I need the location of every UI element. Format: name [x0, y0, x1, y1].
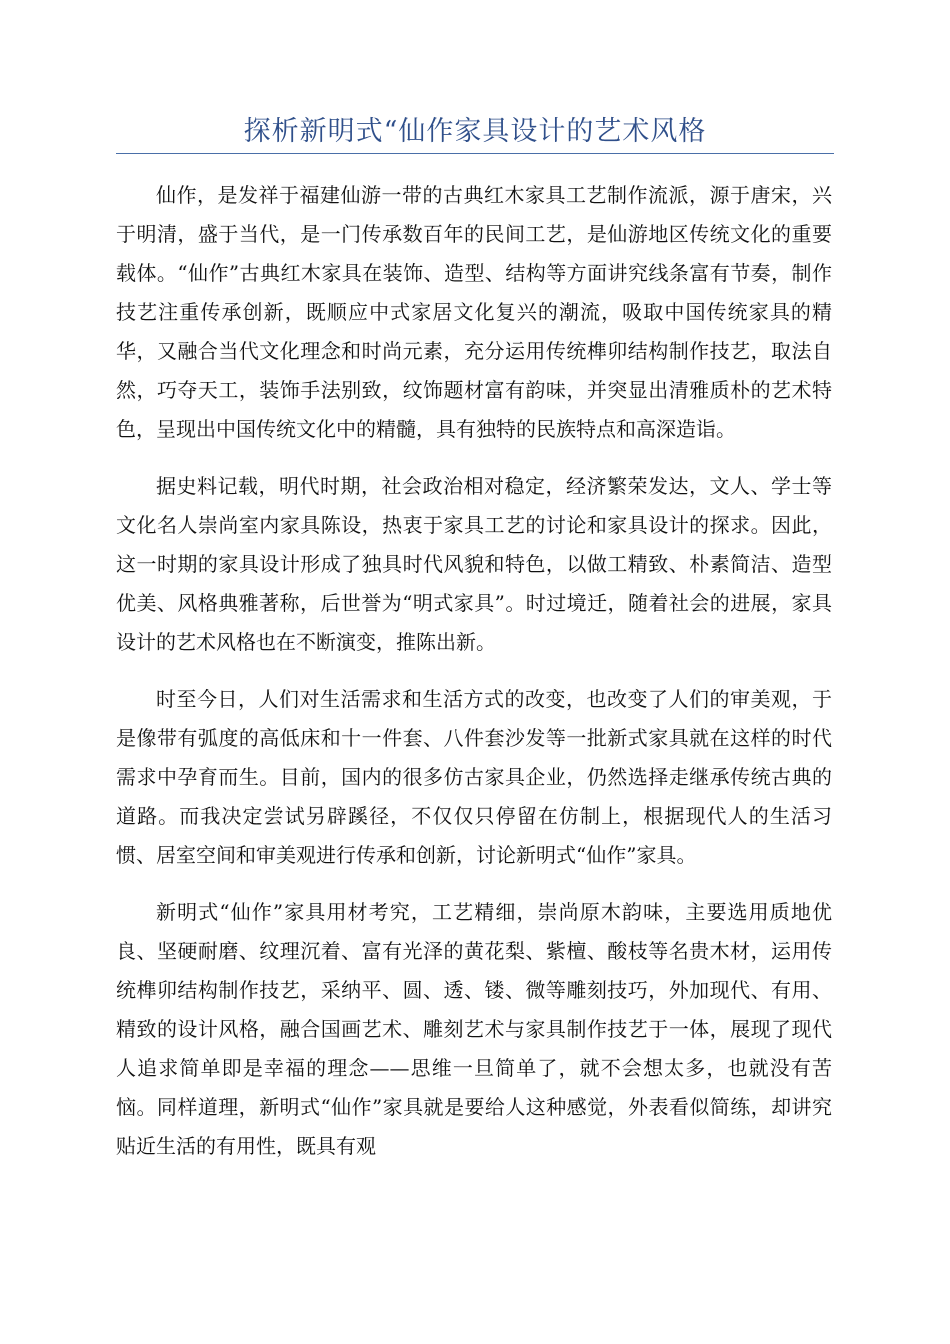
- document-body: [116, 176, 832, 1184]
- paragraph-4: 新明式“仙作”家具用材考究，工艺精细，崇尚原木韵味，主要选用质地优良、坚硬耐磨、纹理沉着、富有光泽的黄花梨、紫檀、酸枝等名贵木材，运用传统榫卯结构制作技艺，采纳平、圆、透、镂、微等雕刻技巧，外加现代、有用、精致的设计风格，融合国画艺术、雕刻艺术与家具制作技艺于一体，展现了现代人追求简单即是幸福的理念——思维一旦简单了，就不会想太多，也就没有苦恼。同样道理，新明式“仙作”家具就是要给人这种感觉，外表看似简练，却讲究贴近生活的有用性，既具有观: [116, 900, 832, 1158]
- document-title: 探析新明式“仙作家具设计的艺术风格: [243, 116, 707, 147]
- paragraph-3: 时至今日，人们对生活需求和生活方式的改变，也改变了人们的审美观，于是像带有弧度的高低床和十一件套、八件套沙发等一批新式家具就在这样的时代需求中孕育而生。目前，国内的很多仿古家具企业，仍然选择走继承传统古典的道路。而我决定尝试另辟蹊径，不仅仅只停留在仿制上，根据现代人的生活习惯、居室空间和审美观进行传承和创新，讨论新明式“仙作”家具。: [116, 687, 832, 867]
- paragraph-1: 仙作，是发祥于福建仙游一带的古典红木家具工艺制作流派，源于唐宋，兴于明清，盛于当代，是一门传承数百年的民间工艺，是仙游地区传统文化的重要载体。“仙作”古典红木家具在装饰、造型、结构等方面讲究线条富有节奏，制作技艺注重传承创新，既顺应中式家居文化复兴的潮流，吸取中国传统家具的精华，又融合当代文化理念和时尚元素，充分运用传统榫卯结构制作技艺，取法自然，巧夺天工，装饰手法别致，纹饰题材富有韵味，并突显出清雅质朴的艺术特色，呈现出中国传统文化中的精髓，具有独特的民族特点和高深造诣。: [116, 183, 832, 441]
- paragraph-2: 据史料记载，明代时期，社会政治相对稳定，经济繁荣发达，文人、学士等文化名人崇尚室内家具陈设，热衷于家具工艺的讨论和家具设计的探求。因此，这一时期的家具设计形成了独具时代风貌和特色，以做工精致、朴素简洁、造型优美、风格典雅著称，后世誉为“明式家具”。时过境迁，随着社会的进展，家具设计的艺术风格也在不断演变，推陈出新。: [116, 474, 832, 654]
- title-underline: [116, 153, 834, 154]
